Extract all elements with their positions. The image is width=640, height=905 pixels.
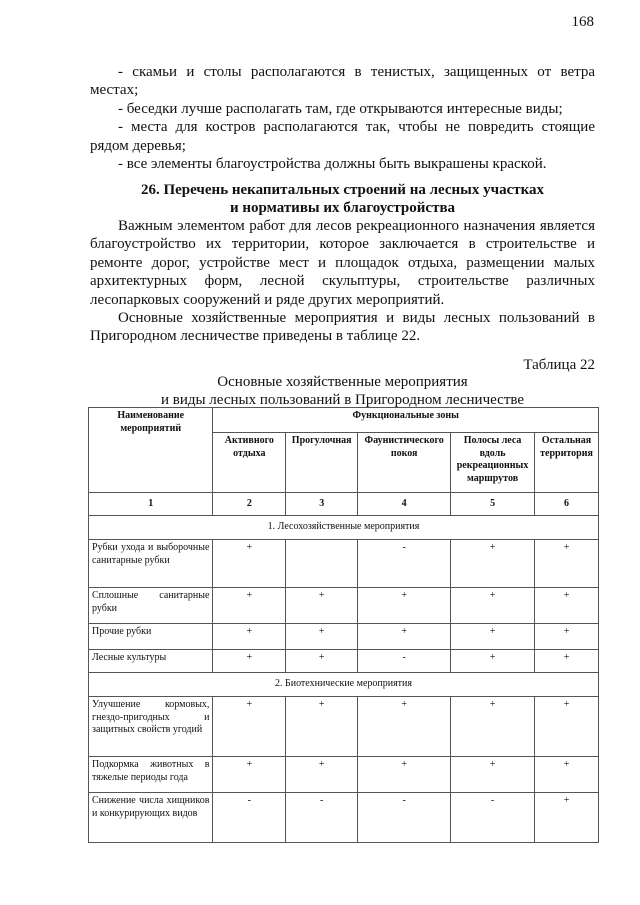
zone-value: + [358, 697, 451, 757]
zone-value: + [358, 588, 451, 624]
table-row [89, 540, 599, 588]
body-text [90, 217, 595, 346]
zone-header: Фаунистического покоя [358, 433, 451, 493]
zone-value: + [535, 540, 599, 588]
zone-value: + [213, 757, 286, 793]
table-row [89, 697, 599, 757]
activity-name: Сплошные санитарные рубки [89, 588, 213, 624]
zone-value: + [286, 650, 358, 673]
zone-value: + [213, 624, 286, 650]
zone-value: + [535, 757, 599, 793]
header-name: Наименование мероприятий [89, 408, 213, 493]
activity-name: Снижение числа хищников и конкурирующих видов [89, 793, 213, 843]
zone-value: + [358, 757, 451, 793]
column-number: 1 [89, 493, 213, 516]
zone-value: + [286, 588, 358, 624]
column-number: 3 [286, 493, 358, 516]
zone-value: + [451, 624, 535, 650]
bullet-item: - все элементы благоустройства должны быть выкрашены краской. [118, 156, 547, 173]
bullet-list [90, 63, 595, 173]
section-row [89, 673, 599, 697]
table-row [89, 588, 599, 624]
zone-value: + [451, 540, 535, 588]
zone-value: + [286, 624, 358, 650]
zone-value: + [535, 624, 599, 650]
zone-value: - [213, 793, 286, 843]
activity-name: Прочие рубки [89, 624, 213, 650]
zone-value: + [535, 793, 599, 843]
table-title [90, 373, 595, 409]
zone-value: + [451, 650, 535, 673]
paragraph: Важным элементом работ для лесов рекреационного назначения является благоустройство их территории, которое заключается в строительстве и ремонте дорог, устройстве мест и площадок отдыха, размещении малых архитектурных форм, лесной скульптуры, строительстве различных лесопарковых сооружений и ряде других мероприятий. [90, 218, 595, 308]
zone-value: + [213, 588, 286, 624]
zone-value: + [358, 624, 451, 650]
zone-value: + [535, 588, 599, 624]
activity-name: Рубки ухода и выборочные санитарные рубки [89, 540, 213, 588]
column-number: 4 [358, 493, 451, 516]
heading-line: 26. Перечень некапитальных строений на лесных участках [140, 182, 545, 198]
activity-name: Улучшение кормовых, гнездо-пригодных и защитных свойств угодий [89, 697, 213, 757]
zone-value: + [535, 697, 599, 757]
bullet-item: - скамьи и столы располагаются в тенистых, защищенных от ветра местах; [90, 64, 595, 99]
table-title-line: Основные хозяйственные мероприятия [217, 374, 468, 390]
table-row [89, 793, 599, 843]
zone-header: Остальная территория [535, 433, 599, 493]
zone-value: + [213, 540, 286, 588]
section-title: 1. Лесохозяйственные мероприятия [89, 516, 599, 540]
zone-value: + [213, 697, 286, 757]
header-zones: Функциональные зоны [213, 408, 599, 433]
zone-value: + [213, 650, 286, 673]
activity-name: Подкормка животных в тяжелые периоды года [89, 757, 213, 793]
zone-value: - [358, 650, 451, 673]
section-heading [90, 181, 595, 218]
zone-value: - [358, 793, 451, 843]
bullet-item: - места для костров располагаются так, чтобы не повредить стоящие рядом деревья; [90, 119, 595, 154]
table-row [89, 757, 599, 793]
column-number: 5 [451, 493, 535, 516]
paragraph: Основные хозяйственные мероприятия и виды лесных пользований в Пригородном лесничестве приведены в таблице 22. [90, 310, 595, 345]
zone-header: Прогулочная [286, 433, 358, 493]
zone-value: + [451, 757, 535, 793]
column-number: 2 [213, 493, 286, 516]
column-number: 6 [535, 493, 599, 516]
section-title: 2. Биотехнические мероприятия [89, 673, 599, 697]
zone-value: - [451, 793, 535, 843]
zone-value [286, 540, 358, 588]
zone-value: - [358, 540, 451, 588]
zone-value: - [286, 793, 358, 843]
zone-value: + [286, 697, 358, 757]
activities-table [88, 407, 599, 843]
heading-line: и нормативы их благоустройства [229, 200, 456, 217]
zone-value: + [286, 757, 358, 793]
zone-value: + [451, 697, 535, 757]
table-caption: Таблица 22 [523, 357, 595, 373]
zone-value: + [451, 588, 535, 624]
section-row [89, 516, 599, 540]
page-number: 168 [571, 14, 594, 30]
table-row [89, 650, 599, 673]
zone-header: Полосы леса вдоль рекреационных маршрутов [451, 433, 535, 493]
bullet-item: - беседки лучше располагать там, где открываются интересные виды; [118, 100, 563, 117]
table-title-line: и виды лесных пользований в Пригородном лесничестве [160, 392, 525, 408]
zone-header: Активного отдыха [213, 433, 286, 493]
activity-name: Лесные культуры [89, 650, 213, 673]
table-row [89, 624, 599, 650]
zone-value: + [535, 650, 599, 673]
